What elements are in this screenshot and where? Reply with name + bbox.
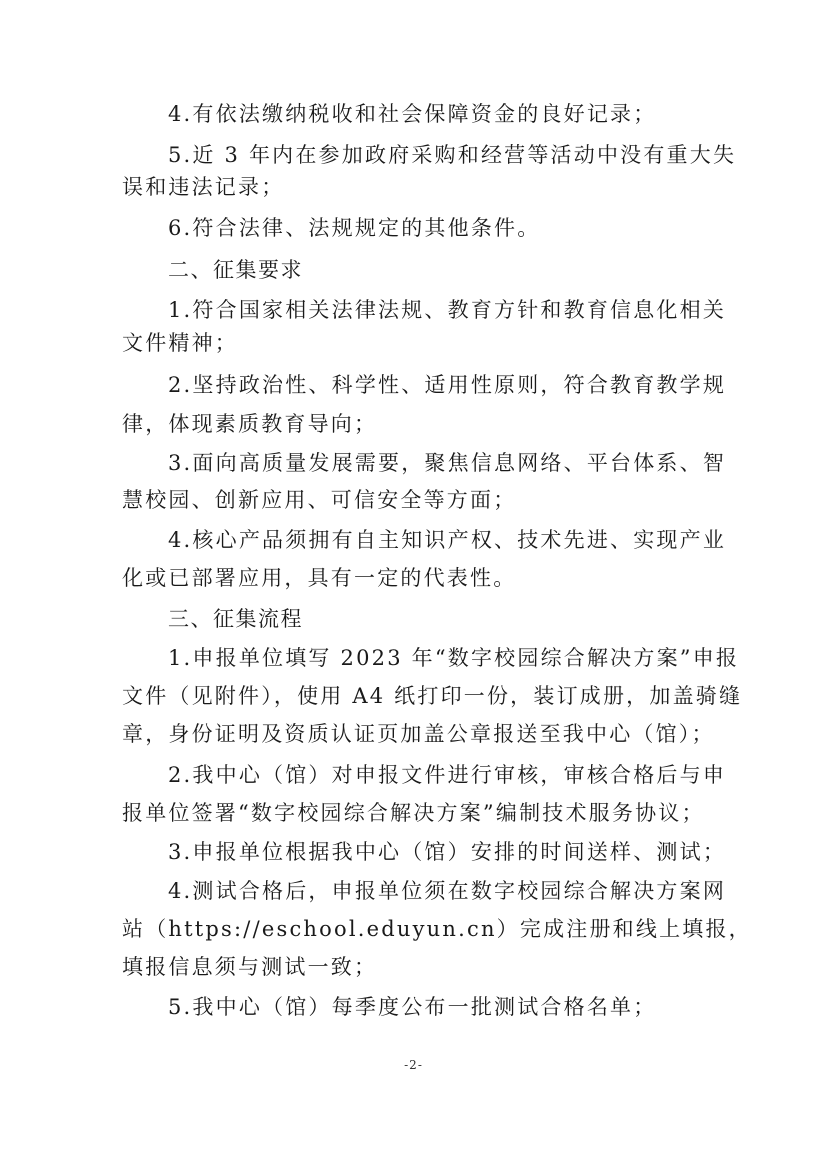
- paragraph-line: 文件精神；: [122, 331, 238, 355]
- paragraph-line: 4.有依法缴纳税收和社会保障资金的良好记录；: [168, 102, 657, 126]
- paragraph-line: 5.近 3 年内在参加政府采购和经营等活动中没有重大失: [168, 143, 737, 167]
- section-heading: 三、征集流程: [168, 607, 303, 631]
- paragraph-line: 章，身份证明及资质认证页加盖公章报送至我中心（馆）；: [122, 722, 715, 746]
- paragraph-line: 6.符合法律、法规规定的其他条件。: [168, 216, 541, 240]
- paragraph-line: 2.坚持政治性、科学性、适用性原则，符合教育教学规: [168, 373, 727, 397]
- paragraph-line: 3.面向高质量发展需要，聚焦信息网络、平台体系、智: [168, 451, 727, 475]
- paragraph-line: 律，体现素质教育导向；: [122, 412, 378, 436]
- page-number: -2-: [404, 1058, 423, 1072]
- paragraph-line: 报单位签署“数字校园综合解决方案”编制技术服务协议；: [122, 801, 705, 825]
- paragraph-line: 慧校园、创新应用、可信安全等方面；: [122, 488, 517, 512]
- paragraph-line: 站（https://eschool.eduyun.cn）完成注册和线上填报，: [122, 917, 752, 941]
- paragraph-line: 4.核心产品须拥有自主知识产权、技术先进、实现产业: [168, 528, 727, 552]
- paragraph-line: 误和违法记录；: [122, 175, 285, 199]
- section-heading: 二、征集要求: [168, 258, 303, 282]
- paragraph-line: 1.申报单位填写 2023 年“数字校园综合解决方案”申报: [168, 646, 740, 670]
- paragraph-line: 文件（见附件），使用 A4 纸打印一份，装订成册，加盖骑缝: [122, 684, 743, 708]
- paragraph-line: 填报信息须与测试一致；: [122, 955, 378, 979]
- paragraph-line: 2.我中心（馆）对申报文件进行审核，审核合格后与申: [168, 763, 727, 787]
- paragraph-line: 4.测试合格后，申报单位须在数字校园综合解决方案网: [168, 879, 727, 903]
- paragraph-line: 5.我中心（馆）每季度公布一批测试合格名单；: [168, 995, 657, 1019]
- paragraph-line: 1.符合国家相关法律法规、教育方针和教育信息化相关: [168, 298, 727, 322]
- paragraph-line: 3.申报单位根据我中心（馆）安排的时间送样、测试；: [168, 840, 727, 864]
- paragraph-line: 化或已部署应用，具有一定的代表性。: [122, 566, 517, 590]
